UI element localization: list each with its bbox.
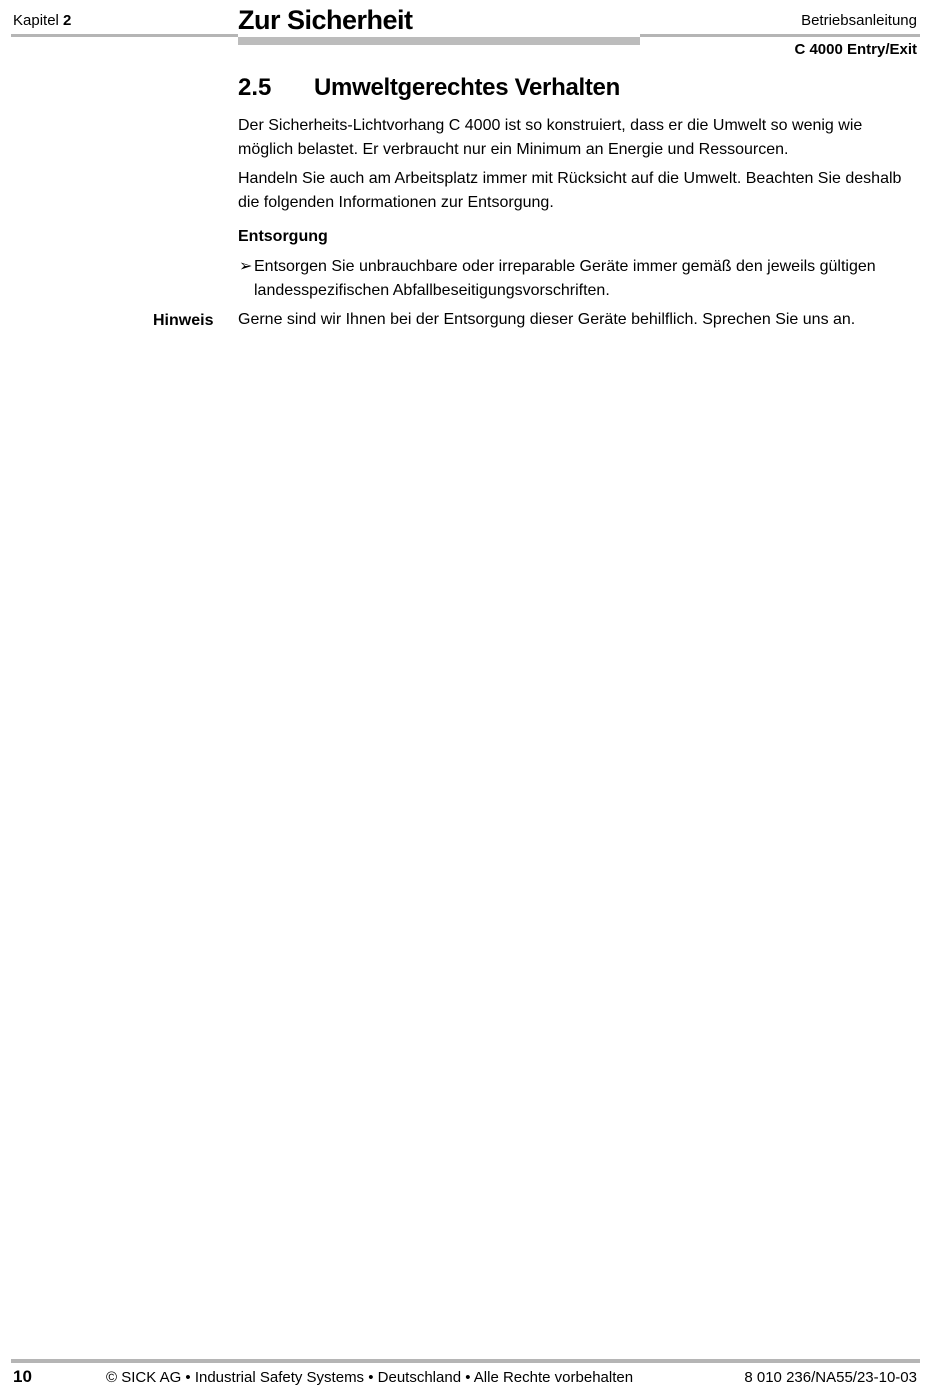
copyright-notice: © SICK AG • Industrial Safety Systems • Deutschland • Alle Rechte vorbehalten <box>106 1369 634 1386</box>
chapter-title: Zur Sicherheit <box>238 5 413 35</box>
footer-rule <box>11 1359 920 1363</box>
paragraph: Handeln Sie auch am Arbeitsplatz immer mit Rücksicht auf die Umwelt. Beachten Sie deshalb die folgenden Informationen zur Entsorgung. <box>238 170 902 211</box>
bullet-item: Entsorgen Sie unbrauchbare oder irreparable Geräte immer gemäß den jeweils gültigen landesspezifischen Abfallbeseitigungsvorschriften. <box>254 258 876 299</box>
header-rule-left <box>11 34 238 37</box>
chapter-number: 2 <box>63 12 72 29</box>
chapter-title-underline <box>238 37 640 45</box>
paragraph: Der Sicherheits-Lichtvorhang C 4000 ist so konstruiert, dass er die Umwelt so wenig wie möglich belastet. Er verbraucht nur ein Minimum an Energie und Ressourcen. <box>238 117 863 158</box>
document-product: C 4000 Entry/Exit <box>794 41 917 58</box>
note-label: Hinweis <box>153 312 214 329</box>
document-type: Betriebsanleitung <box>801 12 917 29</box>
header-rule-right <box>640 34 920 37</box>
document-code: 8 010 236/NA55/23-10-03 <box>744 1369 917 1386</box>
chapter-indicator <box>13 12 71 30</box>
note-text: Gerne sind wir Ihnen bei der Entsorgung dieser Geräte behilflich. Sprechen Sie uns an. <box>238 311 856 328</box>
subheading: Entsorgung <box>238 228 328 245</box>
page-number: 10 <box>13 1367 32 1386</box>
chapter-label: Kapitel <box>13 12 59 29</box>
arrow-bullet-icon: ➢ <box>239 258 253 275</box>
section-number: 2.5 <box>238 74 272 101</box>
section-title: Umweltgerechtes Verhalten <box>314 74 620 101</box>
